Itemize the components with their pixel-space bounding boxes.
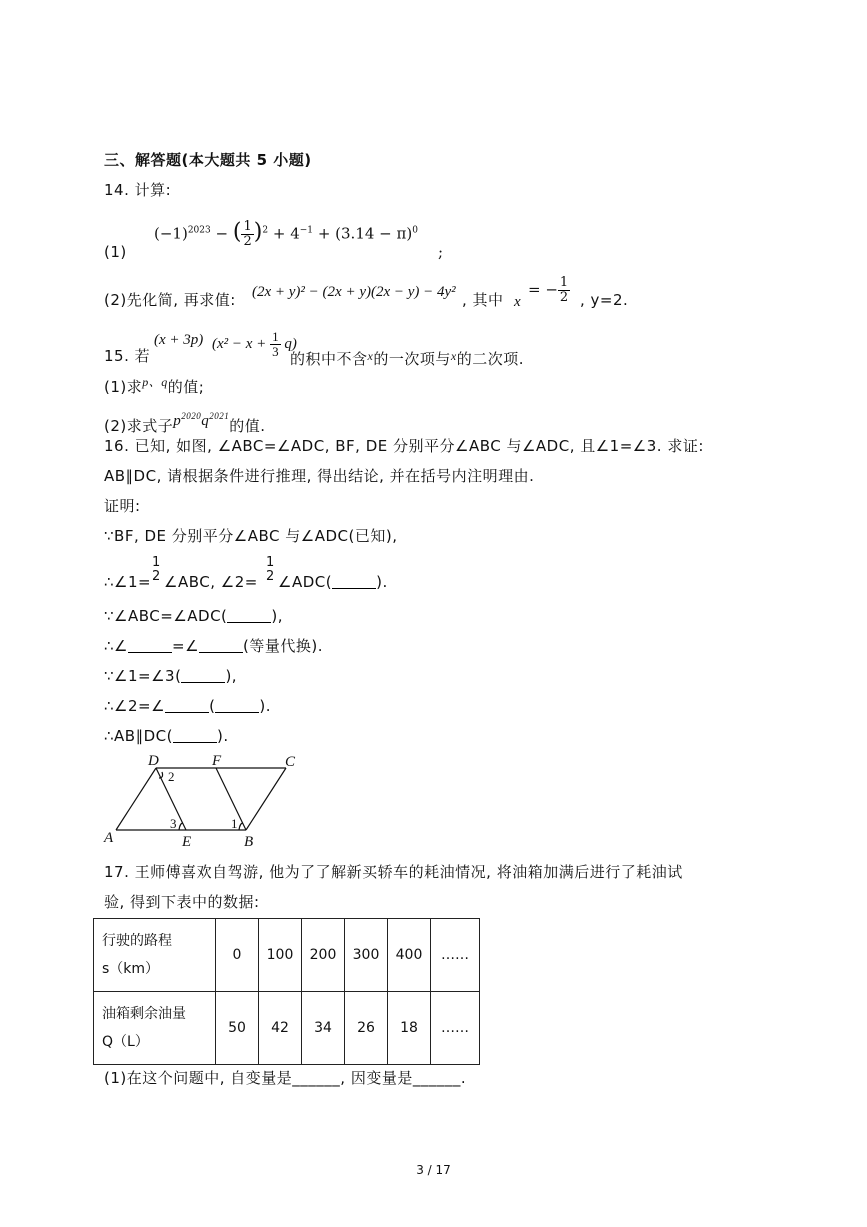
row-header-distance: 行驶的路程 s（km） <box>94 919 216 992</box>
expr-part: + 4 <box>272 224 300 243</box>
table-cell: 100 <box>259 919 302 992</box>
q16-line2: AB∥DC, 请根据条件进行推理, 得出结论, 并在括号内注明理由. <box>104 467 535 485</box>
table-row <box>94 919 480 992</box>
label-D: D <box>148 753 159 769</box>
answer-blank[interactable] <box>173 728 217 743</box>
expr-part: (x² − x + $\frac{1}{3}$ q) <box>212 329 297 359</box>
segment-AD <box>116 768 156 830</box>
q14-p2-label: (2)先化简, 再求值: <box>104 291 236 309</box>
table-cell: 34 <box>302 992 345 1065</box>
table-cell: 400 <box>388 919 431 992</box>
table-cell: 42 <box>259 992 302 1065</box>
q17-line1: 17. 王师傅喜欢自驾游, 他为了了解新买轿车的耗油情况, 将油箱加满后进行了耗油试 <box>104 863 683 881</box>
expr-part: + (3.14 − π) <box>317 224 413 243</box>
q14-title: 14. 计算: <box>104 181 172 199</box>
segment-BC <box>246 768 286 830</box>
label-angle-1: 1 <box>231 816 238 831</box>
geometry-figure <box>98 752 308 850</box>
q17-part1: (1)在这个问题中, 自变量是______, 因变量是______. <box>104 1069 467 1087</box>
answer-blank[interactable] <box>128 638 172 653</box>
expr-part: − <box>215 224 229 243</box>
q15-part2: (2)求式子$p^{2020}q^{2021}$的值. <box>104 411 266 435</box>
answer-blank[interactable] <box>165 698 209 713</box>
proof-label: 证明: <box>104 497 141 515</box>
q17-line2: 验, 得到下表中的数据: <box>104 893 260 911</box>
fraction-half: $\frac{1}{2}$ <box>243 219 252 249</box>
proof-step-4: ∴∠ =∠ (等量代换). <box>104 637 323 655</box>
data-table <box>93 918 480 1065</box>
exponent: 2023 <box>187 225 211 236</box>
section-title: 三、解答题(本大题共 5 小题) <box>104 151 312 169</box>
label-angle-3: 3 <box>170 816 177 831</box>
table-cell: …… <box>431 992 480 1065</box>
answer-blank[interactable] <box>227 608 271 623</box>
q14-p1-label: (1) <box>104 243 127 261</box>
label-B: B <box>244 834 254 850</box>
table-cell: 50 <box>216 992 259 1065</box>
answer-blank[interactable] <box>215 698 259 713</box>
q15-part1: (1)求$^{p、q}$的值; <box>104 375 205 396</box>
table-cell: 18 <box>388 992 431 1065</box>
q14-p2-tail: , y=2. <box>580 291 629 309</box>
label-E: E <box>182 834 192 850</box>
q14-p2-where: , 其中 <box>462 291 504 309</box>
table-cell: 0 <box>216 919 259 992</box>
proof-step-1: ∵BF, DE 分别平分∠ABC 与∠ADC(已知), <box>104 527 398 545</box>
answer-blank[interactable] <box>181 668 225 683</box>
q14-p2-xvalue: = − $\frac{1}{2}$ <box>528 275 569 305</box>
q16-line1: 16. 已知, 如图, ∠ABC=∠ADC, BF, DE 分别平分∠ABC 与∠ADC, 且∠1=∠3. 求证: <box>104 437 704 455</box>
label-F: F <box>212 753 222 769</box>
table-cell: 200 <box>302 919 345 992</box>
q14-p2-expression: (2x + y)² − (2x + y)(2x − y) − 4y² <box>252 284 456 300</box>
exponent: 2 <box>262 225 269 236</box>
proof-step-6: ∴∠2=∠ ( ). <box>104 697 272 715</box>
expr-part: (x + 3p) <box>154 332 204 348</box>
proof-step-3: ∵∠ABC=∠ADC( ), <box>104 607 284 625</box>
row-header-fuel: 油箱剩余油量 Q（L） <box>94 992 216 1065</box>
answer-blank[interactable] <box>199 638 243 653</box>
q14-p1-expression: $(-1)^{2023}$ − ( $\frac{1}{2}$ )$^2 + 4^{-1} + (3.14 - \pi)^0$ <box>154 219 418 249</box>
label-A: A <box>104 830 114 846</box>
angle-arc-1 <box>239 823 243 830</box>
exponent: 0 <box>412 225 418 236</box>
label-angle-2: 2 <box>168 769 175 784</box>
label-C: C <box>285 754 296 770</box>
table-cell: …… <box>431 919 480 992</box>
page-number: 3 / 17 <box>416 1163 451 1177</box>
table-cell: 26 <box>345 992 388 1065</box>
proof-step-7: ∴AB∥DC( ). <box>104 727 229 745</box>
table-cell: 300 <box>345 919 388 992</box>
q15-prefix: 15. 若 <box>104 347 151 365</box>
var-x: x <box>514 294 521 310</box>
expr-part: (−1) <box>154 224 188 243</box>
proof-step-5: ∵∠1=∠3( ), <box>104 667 238 685</box>
angle-arc-3 <box>179 823 183 830</box>
exponent: −1 <box>299 225 314 236</box>
punct: ; <box>438 243 444 261</box>
answer-blank[interactable] <box>332 574 376 589</box>
q15-suffix: 的积中不含$^x$的一次项与$^x$的二次项. <box>290 349 524 368</box>
table-row <box>94 992 480 1065</box>
